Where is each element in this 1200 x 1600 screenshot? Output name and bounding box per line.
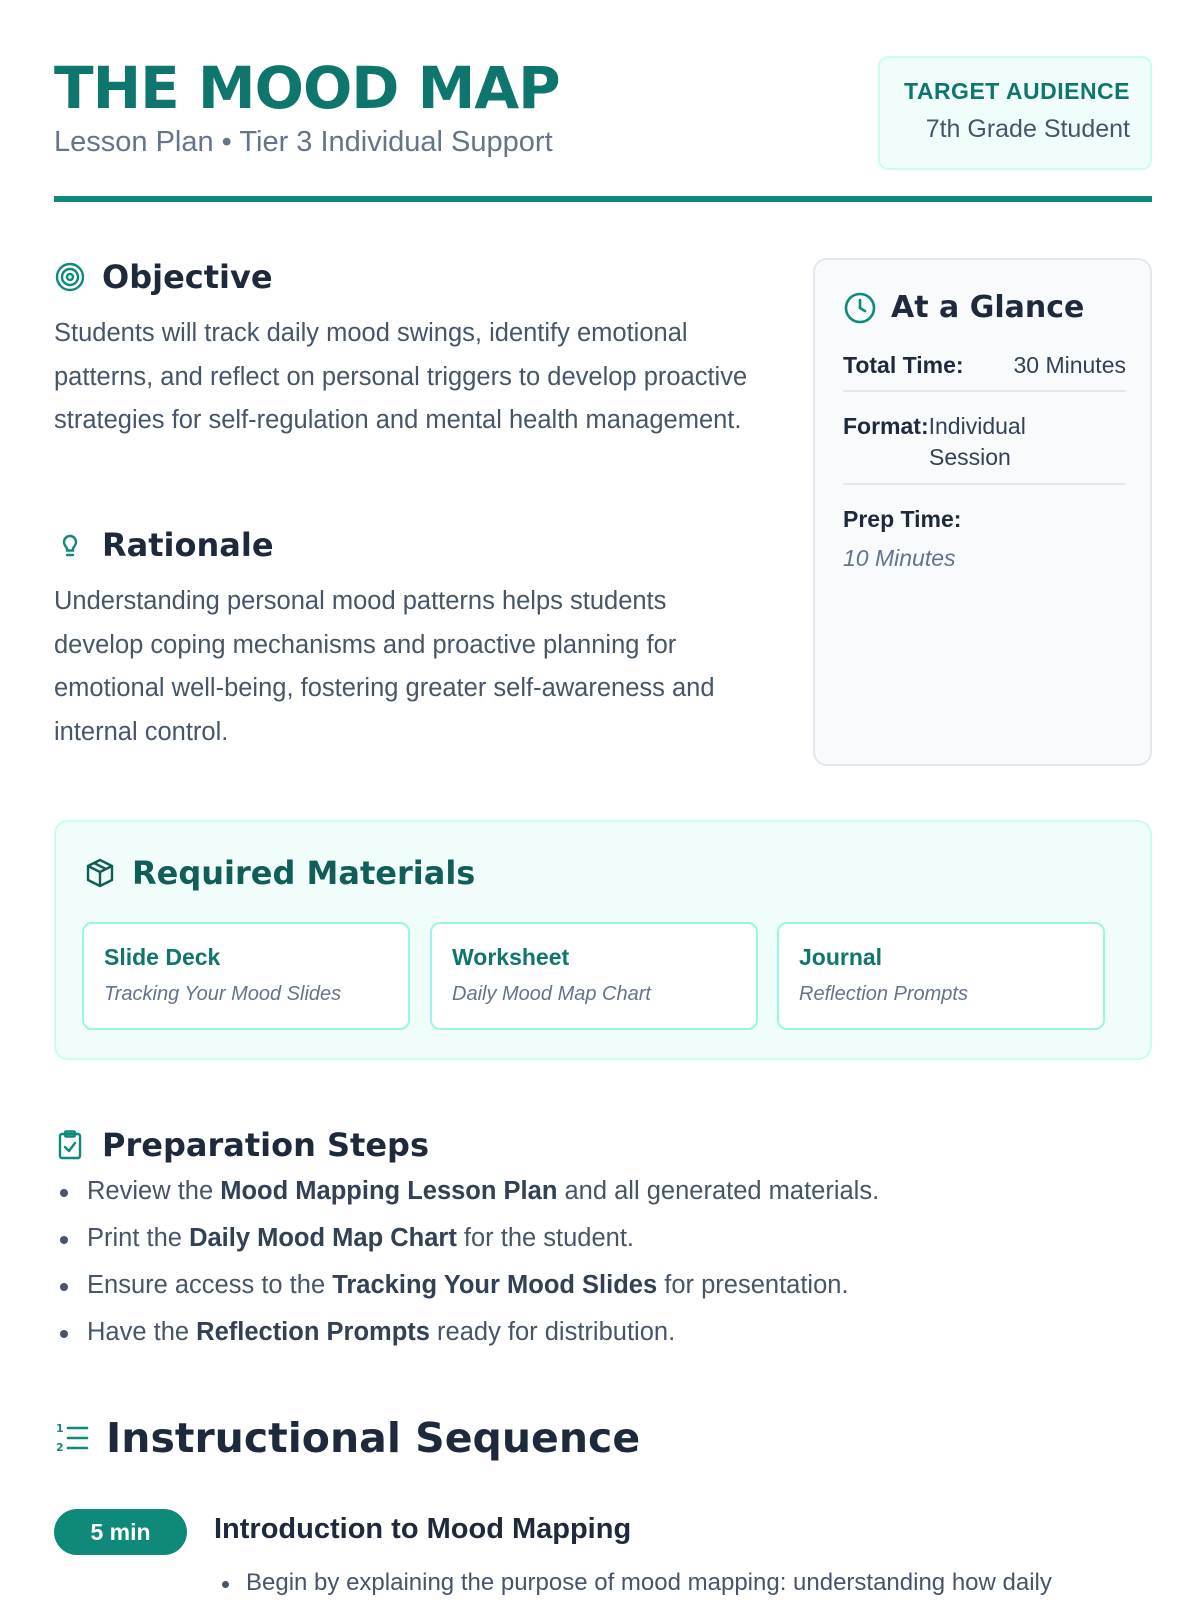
sequence-step-bullets (214, 1563, 1152, 1600)
target-audience-badge (878, 56, 1152, 170)
audience-label: TARGET AUDIENCE (904, 78, 1130, 104)
glance-divider (843, 390, 1126, 392)
list-item: Print the Daily Mood Map Chart for the student. (54, 1215, 1152, 1262)
preparation-steps-list (54, 1168, 1152, 1356)
header-divider (54, 196, 1152, 202)
clipboard-check-icon (54, 1129, 86, 1161)
instructional-sequence-title: Instructional Sequence (106, 1414, 641, 1462)
total-time-label: Total Time: (843, 352, 964, 378)
page-subtitle: Lesson Plan • Tier 3 Individual Support (54, 126, 553, 158)
at-a-glance-card (813, 258, 1152, 766)
sequence-step-title: Introduction to Mood Mapping (214, 1513, 632, 1545)
material-description: Reflection Prompts (799, 983, 968, 1005)
rationale-title: Rationale (102, 526, 274, 564)
glance-divider (843, 483, 1126, 485)
preparation-heading (54, 1126, 429, 1164)
materials-heading (84, 854, 475, 892)
glance-title: At a Glance (891, 290, 1085, 325)
material-name: Worksheet (452, 944, 570, 970)
total-time-row (843, 352, 1126, 379)
header (54, 56, 1152, 204)
prep-time-label: Prep Time: (843, 506, 962, 532)
format-row (843, 413, 1126, 471)
required-materials-panel (54, 820, 1152, 1060)
material-card-worksheet (430, 922, 758, 1030)
list-item: Review the Mood Mapping Lesson Plan and all generated materials. (54, 1168, 1152, 1215)
objective-title: Objective (102, 258, 273, 296)
audience-value: 7th Grade Student (925, 115, 1130, 143)
svg-text:2: 2 (56, 1441, 64, 1454)
duration-badge: 5 min (54, 1509, 187, 1555)
material-card-slide-deck (82, 922, 410, 1030)
prep-time-value: 10 Minutes (843, 545, 956, 571)
instructional-sequence-heading (54, 1414, 640, 1462)
clock-icon (843, 291, 877, 325)
format-label: Format: (843, 413, 929, 439)
numbered-list-icon (54, 1420, 90, 1456)
total-time-value: 30 Minutes (1013, 352, 1126, 378)
rationale-text: Understanding personal mood patterns helps students develop coping mechanisms and proactive planning for emotional well-being, fostering greater self-awareness and internal control. (54, 587, 715, 746)
preparation-title: Preparation Steps (102, 1126, 429, 1164)
material-description: Daily Mood Map Chart (452, 983, 651, 1005)
format-value-line2: Session (929, 444, 1011, 470)
target-icon (54, 261, 86, 293)
materials-title: Required Materials (132, 854, 476, 892)
glance-heading (843, 290, 1084, 325)
objective-text: Students will track daily mood swings, identify emotional patterns, and reflect on personal triggers to develop proactive strategies for self-regulation and mental health management. (54, 319, 748, 434)
prep-time-row (843, 506, 1126, 533)
material-description: Tracking Your Mood Slides (104, 983, 342, 1005)
svg-text:1: 1 (56, 1422, 64, 1435)
lightbulb-icon (54, 529, 86, 561)
list-item: Begin by explaining the purpose of mood mapping: understanding how daily (214, 1563, 1152, 1600)
list-item: Have the Reflection Prompts ready for distribution. (54, 1309, 1152, 1356)
format-value-line1: Individual (928, 413, 1026, 439)
objective-heading (54, 258, 273, 296)
list-item: Ensure access to the Tracking Your Mood Slides for presentation. (54, 1262, 1152, 1309)
page-title: THE MOOD MAP (54, 54, 560, 122)
material-name: Journal (799, 944, 883, 970)
material-card-journal (777, 922, 1105, 1030)
rationale-heading (54, 526, 274, 564)
package-icon (84, 857, 116, 889)
material-name: Slide Deck (104, 944, 221, 970)
